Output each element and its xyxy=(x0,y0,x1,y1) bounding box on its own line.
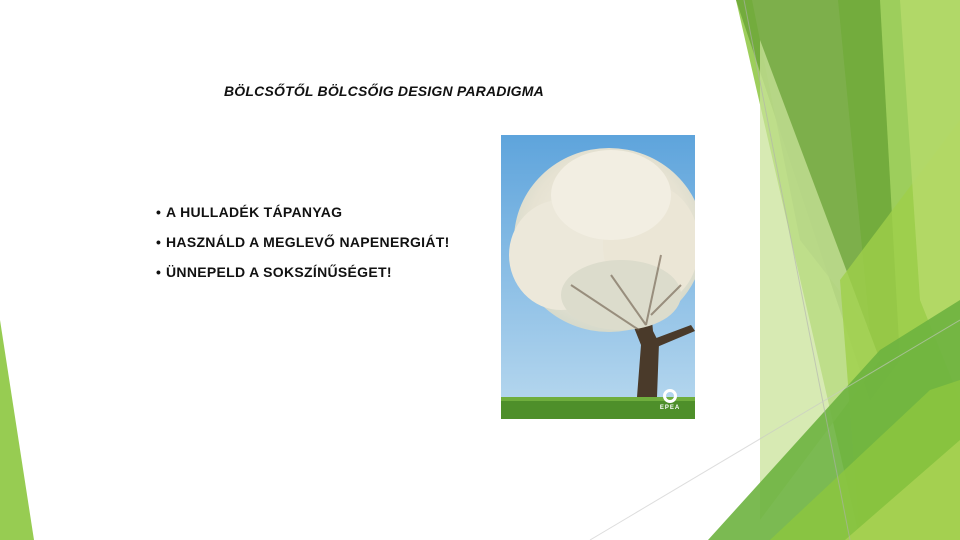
bullet-item xyxy=(156,262,450,292)
tree-photo xyxy=(501,135,695,419)
bullet-icon: • xyxy=(156,234,162,250)
bullet-item xyxy=(156,202,450,232)
slide-title: BÖLCSŐTŐL BÖLCSŐIG DESIGN PARADIGMA xyxy=(224,83,544,99)
bullet-text: HASZNÁLD A MEGLEVŐ NAPENERGIÁT! xyxy=(166,234,450,250)
bullet-list xyxy=(156,202,450,292)
bullet-icon: • xyxy=(156,264,162,280)
logo-text: EPEA xyxy=(659,405,681,411)
bullet-item xyxy=(156,232,450,262)
bullet-icon: • xyxy=(156,204,162,220)
bullet-text: A HULLADÉK TÁPANYAG xyxy=(166,204,343,220)
epea-logo xyxy=(657,389,683,411)
bullet-text: ÜNNEPELD A SOKSZÍNŰSÉGET! xyxy=(166,264,392,280)
logo-icon xyxy=(663,389,677,403)
